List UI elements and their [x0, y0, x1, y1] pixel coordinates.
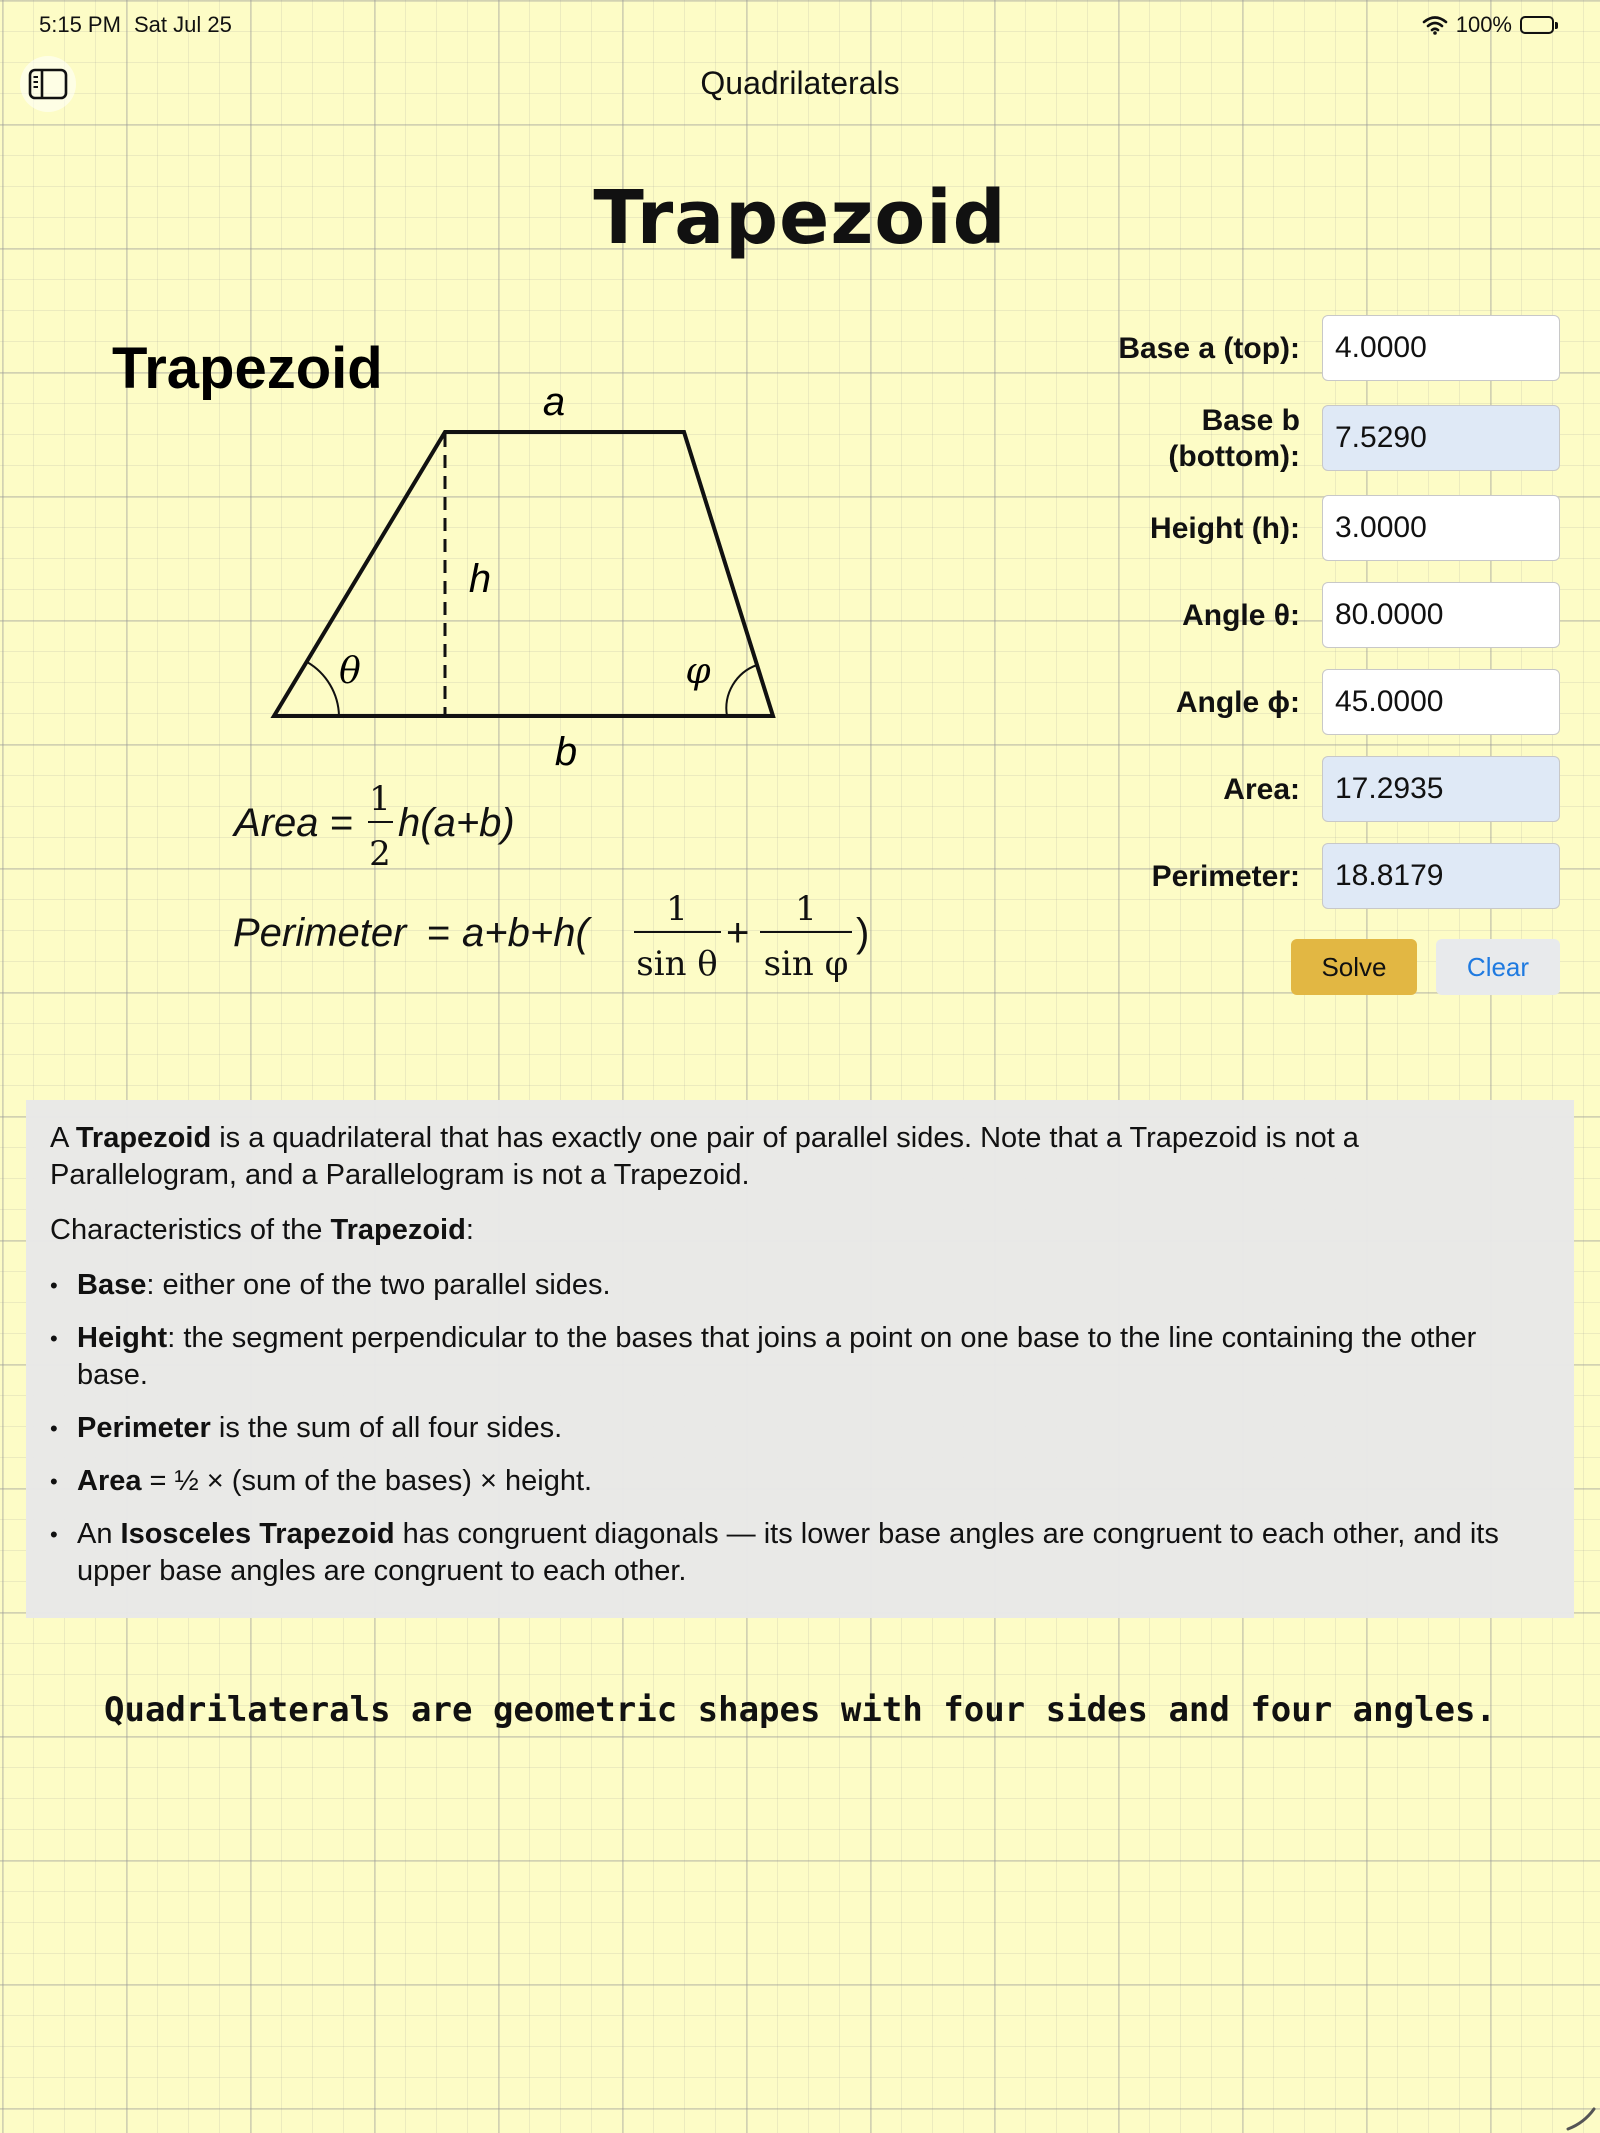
area-rhs: h(a+b) [398, 801, 515, 845]
battery-icon [1520, 15, 1560, 35]
perimeter-formula [233, 889, 869, 984]
label-theta: θ [339, 651, 361, 692]
trapezoid-diagram [100, 320, 920, 1000]
scroll-grabber-icon[interactable] [1560, 2093, 1600, 2133]
area-eq: = [330, 801, 354, 845]
label-h: h [468, 557, 492, 601]
form-row-height [1050, 495, 1562, 563]
status-indicators [1422, 12, 1560, 38]
list-item: • An Isosceles Trapezoid has congruent diagonals — its lower base angles are congruent to each other, and its upper base angles are congruent to each other. [50, 1516, 1550, 1590]
clear-button[interactable]: Clear [1436, 939, 1560, 995]
phi-arc [726, 665, 757, 716]
label-phi: φ [685, 651, 711, 692]
perimeter-lhs: Perimeter [233, 911, 407, 955]
theta-arc [307, 662, 339, 716]
label-a: a [542, 380, 566, 424]
list-item: • Base: either one of the two parallel sides. [50, 1267, 1550, 1304]
form-row-angle-theta [1050, 582, 1562, 650]
form-row-area [1050, 756, 1562, 824]
perimeter-rhs: a+b+h( [462, 911, 589, 955]
base-a-input[interactable] [1322, 315, 1560, 381]
perimeter-close: ) [856, 911, 870, 955]
form-row-base-a [1050, 315, 1562, 383]
intro-paragraph: A Trapezoid is a quadrilateral that has exactly one pair of parallel sides. Note that a Trapezoid is not a Parallelogram, and a Parallelogram is not a Trapezoid. [50, 1122, 1359, 1191]
angle-theta-input[interactable] [1322, 582, 1560, 648]
height-input[interactable] [1322, 495, 1560, 561]
wifi-icon [1422, 15, 1448, 35]
battery-percent: 100% [1455, 12, 1512, 37]
form-row-perimeter [1050, 843, 1562, 911]
status-date: Sat Jul 25 [134, 12, 232, 37]
perimeter-num1: 1 [666, 889, 688, 929]
area-lhs: Area [234, 801, 319, 845]
page-title: Trapezoid [593, 175, 1007, 261]
status-bar [0, 0, 1600, 50]
perimeter-output[interactable] [1322, 843, 1560, 909]
angle-phi-label: Angle ϕ: [1175, 686, 1300, 719]
label-b: b [554, 730, 578, 774]
area-output[interactable] [1322, 756, 1560, 822]
height-label: Height (h): [1150, 512, 1300, 545]
perimeter-den2: sin φ [763, 944, 849, 984]
base-a-label: Base a (top): [1118, 332, 1300, 365]
diagram-heading: Trapezoid [112, 336, 383, 401]
status-time: 5:15 PM [39, 12, 121, 37]
area-num: 1 [369, 779, 391, 819]
area-den: 2 [369, 834, 391, 874]
characteristics-list [50, 1267, 1550, 1590]
angle-theta-label: Angle θ: [1182, 599, 1300, 632]
list-item: • Area = ½ × (sum of the bases) × height. [50, 1463, 1550, 1500]
perimeter-num2: 1 [795, 889, 817, 929]
form-row-base-b [1050, 405, 1562, 473]
perimeter-plus: + [726, 911, 750, 955]
form-row-angle-phi [1050, 669, 1562, 737]
list-item: • Perimeter is the sum of all four sides. [50, 1410, 1550, 1447]
angle-phi-input[interactable] [1322, 669, 1560, 735]
info-panel [26, 1100, 1574, 1618]
area-formula [232, 779, 515, 874]
list-item: • Height: the segment perpendicular to the bases that joins a point on one base to the line containing the other base. [50, 1320, 1550, 1394]
nav-title: Quadrilaterals [700, 65, 900, 101]
area-label: Area: [1223, 773, 1300, 806]
characteristics-heading: Characteristics of the Trapezoid: [50, 1214, 474, 1246]
base-b-input[interactable] [1322, 405, 1560, 471]
perimeter-eq: = [427, 911, 451, 955]
perimeter-den1: sin θ [636, 944, 718, 984]
footer-note: Quadrilaterals are geometric shapes with four sides and four angles. [104, 1690, 1496, 1730]
base-b-label: Base b (bottom): [1168, 404, 1300, 473]
solve-button[interactable]: Solve [1291, 939, 1417, 995]
perimeter-label: Perimeter: [1151, 860, 1300, 893]
